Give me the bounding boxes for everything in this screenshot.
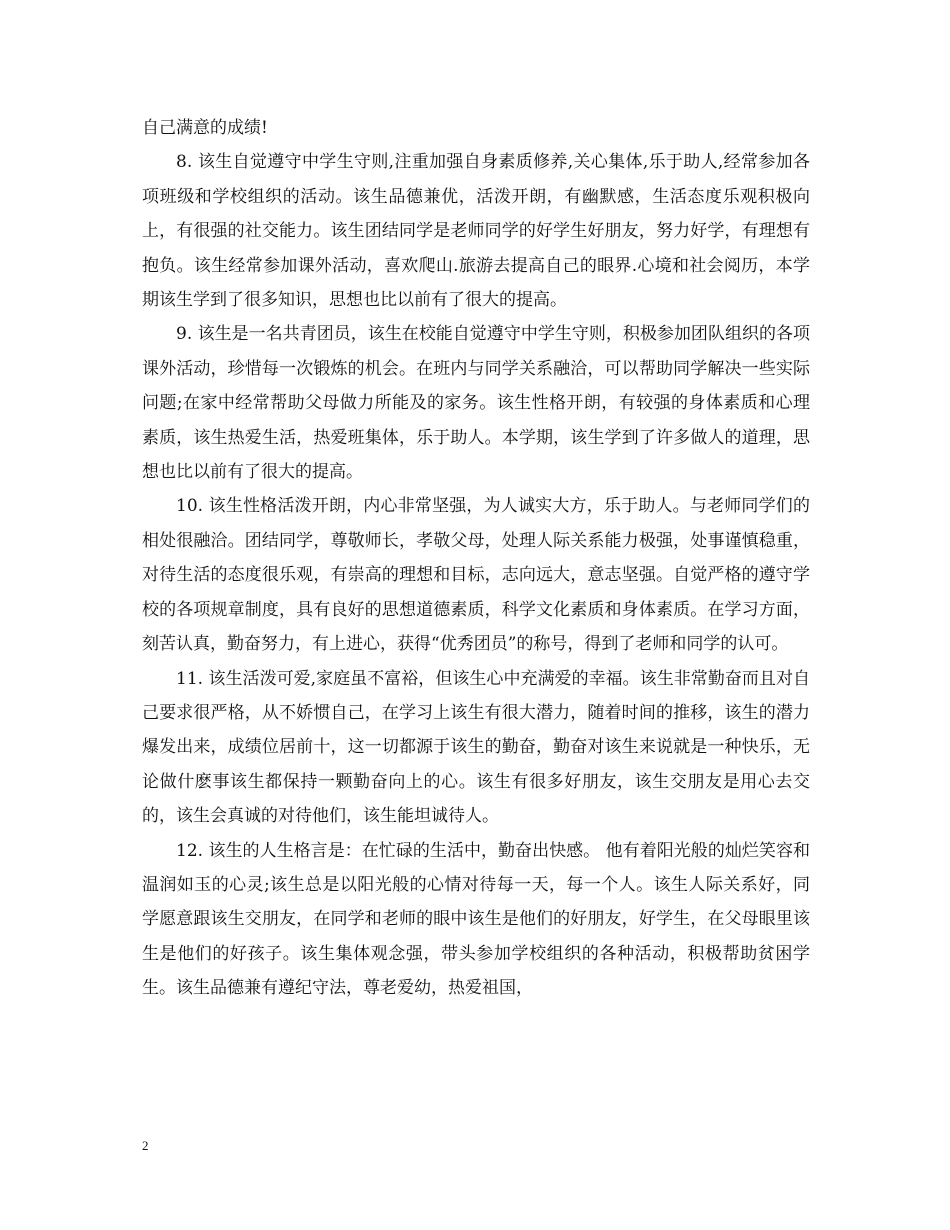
- document-body: [142, 111, 810, 1006]
- page-number: 2: [142, 1138, 149, 1153]
- paragraph-item-9: 9. 该生是一名共青团员，该生在校能自觉遵守中学生守则，积极参加团队组织的各项课外活动，珍惜每一次锻炼的机会。在班内与同学关系融洽，可以帮助同学解决一些实际问题;在家中经常帮助父母做力所能及的家务。该生性格开朗，有较强的身体素质和心理素质，该生热爱生活，热爱班集体，乐于助人。本学期，该生学到了许多做人的道理，思想也比以前有了很大的提高。: [142, 324, 810, 483]
- paragraph-continuation: 自己满意的成绩!: [142, 118, 268, 138]
- paragraph-item-8: 8. 该生自觉遵守中学生守则,注重加强自身素质修养,关心集体,乐于助人,经常参加各项班级和学校组织的活动。该生品德兼优，活泼开朗，有幽默感，生活态度乐观积极向上，有很强的社交能力。该生团结同学是老师同学的好学生好朋友，努力好学，有理想有抱负。该生经常参加课外活动，喜欢爬山.旅游去提高自己的眼界.心境和社会阅历，本学期该生学到了很多知识，思想也比以前有了很大的提高。: [142, 152, 810, 311]
- paragraph-item-12: 12. 该生的人生格言是：在忙碌的生活中，勤奋出快感。 他有着阳光般的灿烂笑容和温润如玉的心灵;该生总是以阳光般的心情对待每一天，每一个人。该生人际关系好，同学愿意跟该生交朋友，在同学和老师的眼中该生是他们的好朋友，好学生，在父母眼里该生是他们的好孩子。该生集体观念强，带头参加学校组织的各种活动，积极帮助贫困学生。该生品德兼有遵纪守法，尊老爱幼，热爱祖国，: [142, 840, 810, 999]
- paragraph-item-11: 11. 该生活泼可爱,家庭虽不富裕，但该生心中充满爱的幸福。该生非常勤奋而且对自己要求很严格，从不娇惯自己，在学习上该生有很大潜力，随着时间的推移，该生的潜力爆发出来，成绩位居前十，这一切都源于该生的勤奋，勤奋对该生来说就是一种快乐，无论做什麽事该生都保持一颗勤奋向上的心。该生有很多好朋友，该生交朋友是用心去交的，该生会真诚的对待他们，该生能坦诚待人。: [142, 668, 810, 827]
- paragraph-item-10: 10. 该生性格活泼开朗，内心非常坚强，为人诚实大方，乐于助人。与老师同学们的相处很融洽。团结同学，尊敬师长，孝敬父母，处理人际关系能力极强，处事谨慎稳重，对待生活的态度很乐观，有崇高的理想和目标，志向远大，意志坚强。自觉严格的遵守学校的各项规章制度，具有良好的思想道德素质，科学文化素质和身体素质。在学习方面，刻苦认真，勤奋努力，有上进心，获得“优秀团员”的称号，得到了老师和同学的认可。: [142, 496, 810, 655]
